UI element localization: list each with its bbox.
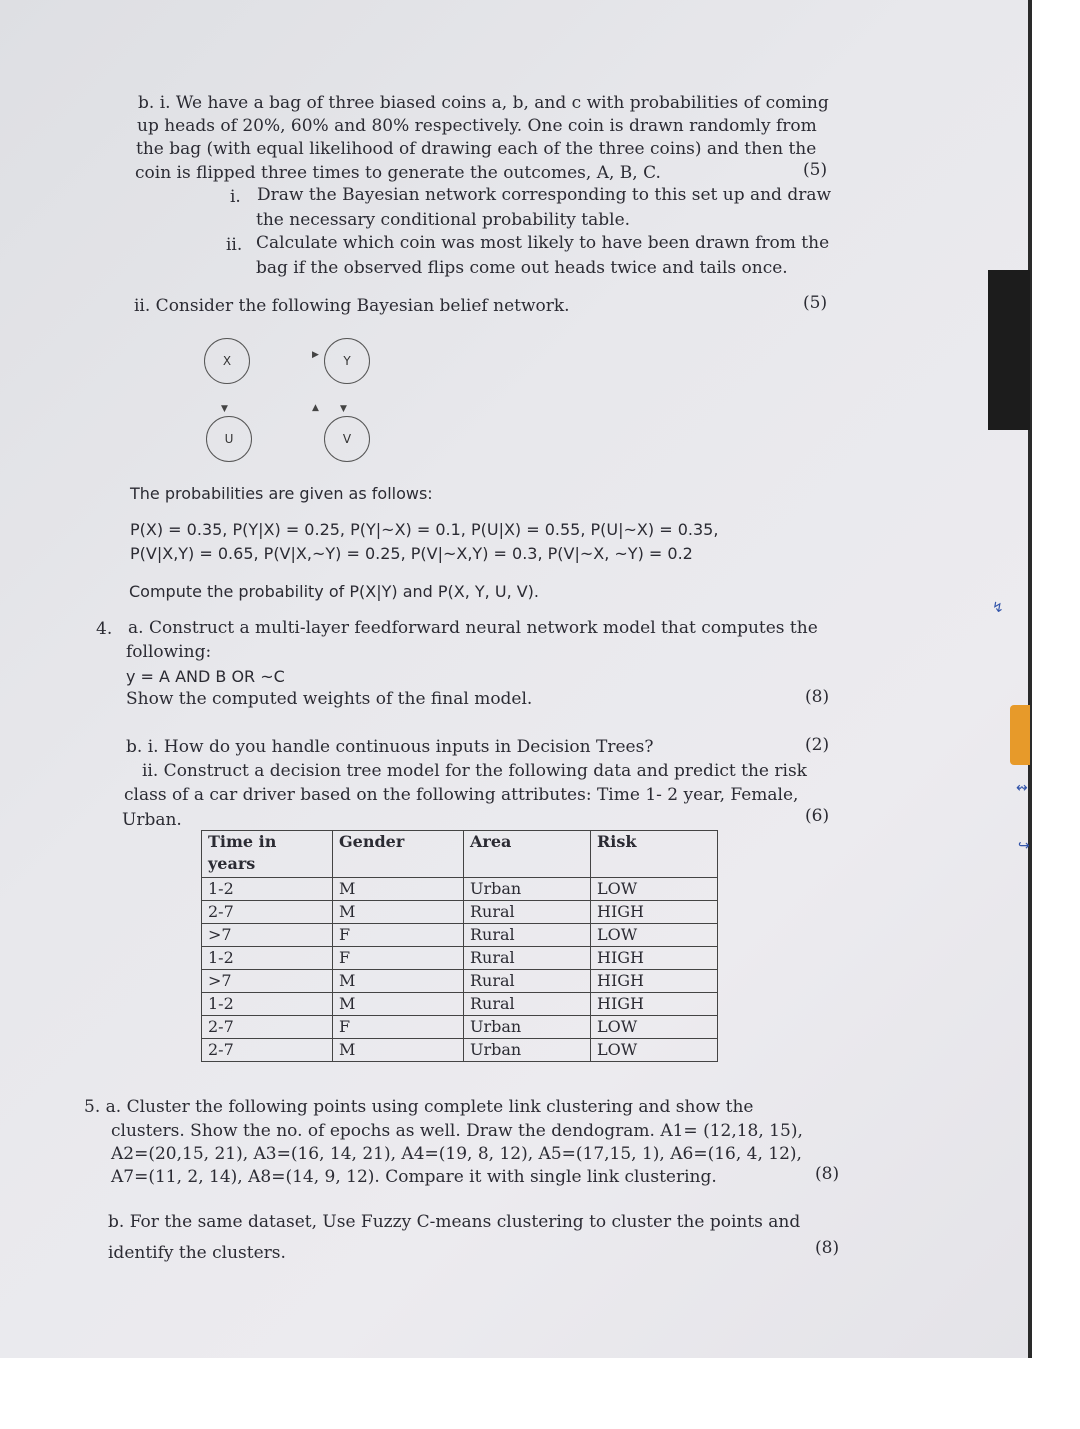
table-row [202, 1039, 718, 1062]
q3b-line-2: up heads of 20%, 60% and 80% respectively. One coin is drawn randomly from [137, 116, 817, 136]
cell-area: Rural [464, 993, 591, 1016]
q4a-formula: y = A AND B OR ~C [126, 667, 285, 686]
cell-risk: LOW [591, 924, 718, 947]
q3b-sub-i-line-1: Draw the Bayesian network corresponding to this set up and draw [257, 185, 832, 205]
background-dark-strip [988, 270, 1030, 430]
cell-risk: LOW [591, 1039, 718, 1062]
q3b-sub-i-line-2: the necessary conditional probability table. [256, 210, 631, 230]
cell-time: 1-2 [202, 993, 333, 1016]
cell-time: >7 [202, 970, 333, 993]
q3b-line-4: coin is flipped three times to generate the outcomes, A, B, C. [135, 163, 661, 183]
q3b-ii-text: ii. Consider the following Bayesian belief network. [134, 296, 570, 316]
arrow-head-icon: ▼ [221, 404, 228, 414]
q3b-sub-ii-line-2: bag if the observed flips come out heads twice and tails once. [256, 258, 788, 278]
cell-risk: LOW [591, 878, 718, 901]
cell-risk: HIGH [591, 993, 718, 1016]
q4b-line-1: b. i. How do you handle continuous inputs in Decision Trees? [126, 737, 654, 757]
q4b-line-2: ii. Construct a decision tree model for the following data and predict the risk [142, 761, 807, 781]
margin-scribble-icon: ↯ [992, 600, 1004, 616]
node-x: X [204, 338, 250, 384]
margin-scribble-icon: ↭ [1016, 780, 1028, 796]
q3b-line-3: the bag (with equal likelihood of drawing each of the three coins) and then the [136, 139, 817, 159]
q5a-line-4: A7=(11, 2, 14), A8=(14, 9, 12). Compare it with single link clustering. [111, 1167, 717, 1187]
node-y: Y [324, 338, 370, 384]
cell-time: >7 [202, 924, 333, 947]
compute-text: Compute the probability of P(X|Y) and P(X, Y, U, V). [129, 582, 540, 601]
q3b-sub-i-num: i. [230, 187, 241, 207]
cell-area: Urban [464, 878, 591, 901]
q5a-line-3: A2=(20,15, 21), A3=(16, 14, 21), A4=(19, 8, 12), A5=(17,15, 1), A6=(16, 4, 12), [111, 1144, 802, 1164]
q5a-line-1: 5. a. Cluster the following points using complete link clustering and show the [84, 1097, 754, 1117]
cell-gender: F [333, 947, 464, 970]
col-header-time: Time in years [202, 831, 333, 878]
q4b-marks-2: (6) [805, 806, 830, 826]
table-row [202, 878, 718, 901]
cell-gender: M [333, 970, 464, 993]
col-header-area: Area [464, 831, 591, 878]
q4b-line-3: class of a car driver based on the following attributes: Time 1- 2 year, Female, [124, 785, 799, 805]
cell-gender: M [333, 901, 464, 924]
q5a-marks: (8) [815, 1164, 840, 1184]
table-row [202, 947, 718, 970]
table-row [202, 1016, 718, 1039]
node-v: V [324, 416, 370, 462]
q5b-marks: (8) [815, 1238, 840, 1258]
risk-data-table [201, 830, 718, 1062]
prob-line-2: P(V|X,Y) = 0.65, P(V|X,~Y) = 0.25, P(V|~X,Y) = 0.3, P(V|~X, ~Y) = 0.2 [130, 544, 693, 563]
margin-scribble-icon: ↪ [1018, 838, 1030, 854]
arrow-head-icon: ▶ [312, 350, 319, 360]
cell-area: Urban [464, 1016, 591, 1039]
q3b-sub-ii-num: ii. [226, 235, 243, 255]
page-edge-shadow [1028, 0, 1032, 1358]
q4a-marks: (8) [805, 687, 830, 707]
cell-risk: LOW [591, 1016, 718, 1039]
col-header-risk: Risk [591, 831, 718, 878]
cell-area: Rural [464, 924, 591, 947]
cell-gender: F [333, 1016, 464, 1039]
cell-risk: HIGH [591, 970, 718, 993]
cell-risk: HIGH [591, 947, 718, 970]
node-u: U [206, 416, 252, 462]
cell-risk: HIGH [591, 901, 718, 924]
cell-gender: M [333, 1039, 464, 1062]
table-row [202, 993, 718, 1016]
table-row [202, 924, 718, 947]
q5b-line-1: b. For the same dataset, Use Fuzzy C-means clustering to cluster the points and [108, 1212, 801, 1232]
cell-time: 2-7 [202, 1039, 333, 1062]
cell-gender: M [333, 993, 464, 1016]
prob-line-1: P(X) = 0.35, P(Y|X) = 0.25, P(Y|~X) = 0.1, P(U|X) = 0.55, P(U|~X) = 0.35, [130, 520, 719, 539]
background-orange-tab [1010, 705, 1030, 765]
cell-area: Urban [464, 1039, 591, 1062]
q4-number: 4. [96, 619, 113, 639]
cell-area: Rural [464, 901, 591, 924]
cell-gender: M [333, 878, 464, 901]
table-header-row [202, 831, 718, 878]
q4a-line-1: a. Construct a multi-layer feedforward neural network model that computes the [128, 618, 818, 638]
q3b-line-1: b. i. We have a bag of three biased coins a, b, and c with probabilities of coming [138, 93, 829, 113]
col-header-gender: Gender [333, 831, 464, 878]
arrow-head-icon: ▲ [312, 403, 319, 413]
table-row [202, 970, 718, 993]
q3b-marks: (5) [803, 160, 828, 180]
cell-area: Rural [464, 970, 591, 993]
cell-gender: F [333, 924, 464, 947]
cell-time: 1-2 [202, 947, 333, 970]
q4b-marks-1: (2) [805, 735, 830, 755]
cell-time: 2-7 [202, 1016, 333, 1039]
cell-time: 2-7 [202, 901, 333, 924]
arrow-head-icon: ▼ [340, 404, 347, 414]
q3b-ii-marks: (5) [803, 293, 828, 313]
q4a-line-3: Show the computed weights of the final model. [126, 689, 533, 709]
q3b-sub-ii-line-1: Calculate which coin was most likely to have been drawn from the [256, 233, 830, 253]
prob-intro: The probabilities are given as follows: [130, 484, 433, 503]
table-row [202, 901, 718, 924]
q5a-line-2: clusters. Show the no. of epochs as well. Draw the dendogram. A1= (12,18, 15), [111, 1121, 803, 1141]
q4b-line-4: Urban. [122, 810, 182, 830]
cell-area: Rural [464, 947, 591, 970]
q4a-line-2: following: [126, 642, 212, 662]
q5b-line-2: identify the clusters. [108, 1243, 286, 1263]
cell-time: 1-2 [202, 878, 333, 901]
